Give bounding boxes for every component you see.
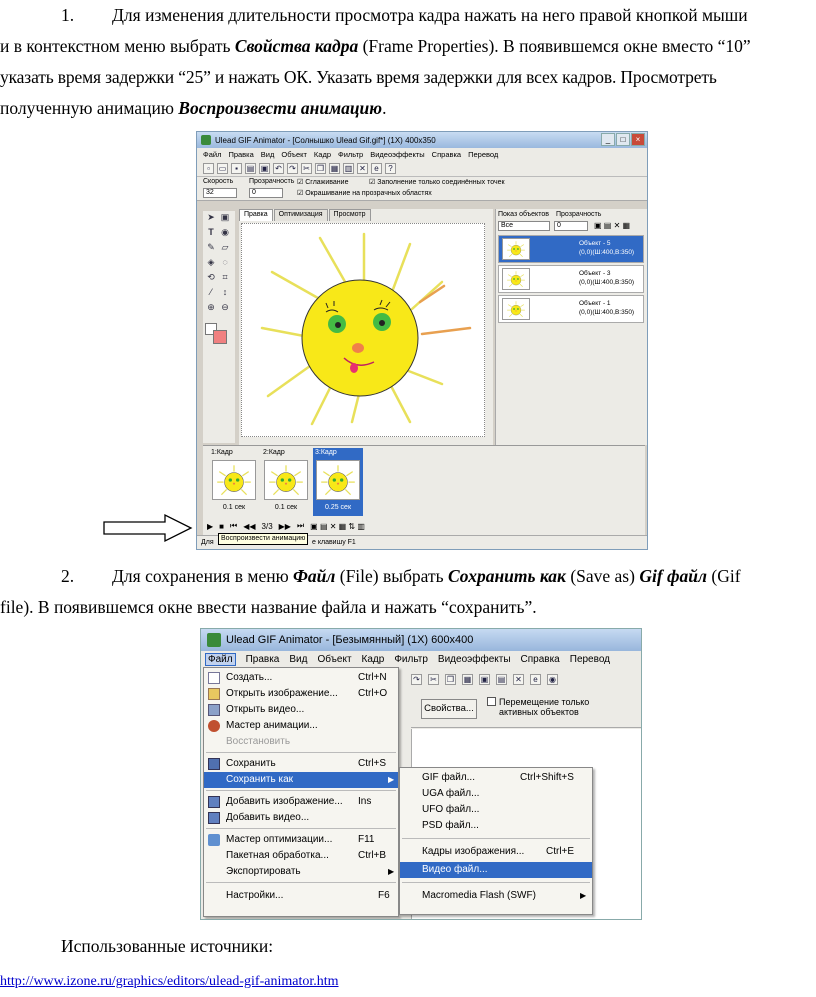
browser-icon[interactable]: ◉ — [547, 674, 558, 685]
source-link[interactable]: http://www.izone.ru/graphics/editors/ulead-gif-animator.htm — [0, 974, 339, 989]
menu-translate[interactable]: Перевод — [468, 150, 499, 159]
paragraph-line: указать время задержки “25” и нажать ОК. Указать время задержки для всех кадров. Просмотреть — [0, 67, 717, 87]
open-icon[interactable]: ▭ — [218, 164, 227, 173]
show-objects-label: Показ объектов — [498, 211, 549, 218]
frame-delay: 0.25 сек — [324, 504, 352, 511]
paragraph-line: Для сохранения в меню Файл (File) выбрать Сохранить как (Save as) Gif файл (Gif — [112, 566, 741, 586]
menu-item-uga-file[interactable]: UGA файл... — [422, 788, 480, 799]
window-titlebar — [197, 132, 647, 148]
copy-icon[interactable]: ❐ — [446, 674, 455, 684]
window-titlebar — [201, 629, 641, 651]
antialias-checkbox[interactable]: ☑ Сглаживание — [297, 179, 349, 186]
object-row[interactable]: Объект - 3 (0,0)(Ш:400,В:350) — [498, 265, 644, 293]
open-folder-icon — [208, 688, 220, 700]
menu-edit[interactable]: Правка — [245, 653, 280, 665]
menu-item-batch[interactable]: Пакетная обработка... Ctrl+B — [226, 850, 387, 861]
menu-object[interactable]: Объект — [317, 653, 352, 665]
redo-icon[interactable]: ↷ — [411, 674, 422, 685]
window-controls — [601, 133, 645, 146]
grid-icon[interactable]: ⌗ — [222, 272, 228, 282]
move-active-checkbox[interactable]: Перемещение только активных объектов — [487, 697, 589, 717]
speed-label: Скорость — [203, 178, 234, 185]
drawing-canvas[interactable] — [241, 223, 485, 437]
paragraph-line: Для изменения длительности просмотра кадра нажать на него правой кнопкой мыши — [112, 5, 748, 25]
transparent-checkbox[interactable]: ☑ Окрашивание на прозрачных областях — [297, 190, 432, 197]
maximize-icon[interactable]: □ — [616, 133, 630, 146]
submenu-arrow-icon: ▶ — [388, 775, 395, 784]
app-icon — [207, 633, 221, 647]
frame-icon[interactable]: ▣ — [480, 674, 489, 684]
menu-filter[interactable]: Фильтр — [394, 653, 428, 665]
menu-item-export[interactable]: Экспортировать ▶ — [204, 864, 398, 880]
playback-bar — [207, 520, 365, 532]
print-icon[interactable]: ▤ — [246, 164, 255, 173]
menu-view[interactable]: Вид — [260, 150, 275, 159]
eyedropper-icon[interactable]: ⁄ — [210, 287, 212, 297]
undo-icon[interactable]: ↶ — [273, 163, 284, 174]
menu-file[interactable]: Файл — [203, 150, 222, 159]
object-thumbnail — [502, 238, 530, 260]
tab-preview[interactable]: Просмотр — [329, 209, 371, 221]
menu-separator — [206, 790, 396, 791]
zoom-in-icon[interactable]: ⊕ — [207, 302, 215, 312]
ie-icon[interactable]: e — [371, 163, 382, 174]
speed-field[interactable]: 32 — [203, 188, 237, 198]
panel-divider — [411, 727, 642, 728]
close-icon[interactable]: × — [631, 133, 645, 146]
menu-item-video-file[interactable]: Видео файл... — [400, 862, 592, 878]
menu-item-open-image[interactable]: Открыть изображение... Ctrl+O — [204, 686, 398, 702]
view-tabs — [239, 209, 372, 221]
frame-icon[interactable]: ▥ — [344, 164, 353, 173]
menu-filter[interactable]: Фильтр — [338, 150, 364, 159]
emphasis-frame-properties: Свойства кадра — [234, 36, 359, 56]
menu-item-add-video[interactable]: Добавить видео... — [204, 810, 398, 826]
menu-view[interactable]: Вид — [289, 653, 308, 665]
checkbox-box — [487, 697, 496, 706]
main-toolbar — [411, 669, 642, 689]
eraser-icon[interactable]: ▱ — [221, 242, 229, 252]
object-thumbnail — [502, 268, 530, 290]
fill-icon[interactable]: ◈ — [207, 257, 215, 267]
frame-image — [316, 460, 360, 500]
properties-bar — [197, 177, 647, 201]
frame-thumbnail[interactable]: 1:Кадр 0.1 сек — [209, 448, 259, 516]
frame-image — [212, 460, 256, 500]
opacity-label: Прозрачность — [249, 178, 295, 185]
window-title: Ulead GIF Animator - [Солнышко Ulead Gif.gif*] (1X) 400x350 — [215, 135, 436, 145]
step-number: 1. — [61, 5, 75, 25]
help-icon[interactable]: ? — [385, 163, 396, 174]
emphasis-play-animation: Воспроизвести анимацию — [178, 98, 383, 118]
paragraph-line: полученную анимацию Воспроизвести анимацию. — [0, 98, 387, 118]
menu-item-save[interactable]: Сохранить Ctrl+S — [204, 756, 398, 772]
zoom-out-icon[interactable]: ⊖ — [221, 302, 229, 312]
wizard-icon — [208, 720, 220, 732]
add-video-icon — [208, 812, 220, 824]
frame-image — [264, 460, 308, 500]
window-title: Ulead GIF Animator - [Безымянный] (1X) 600x400 — [226, 634, 474, 646]
next-frame-icon[interactable]: ▶▶ — [278, 521, 291, 531]
menu-file[interactable]: Файл — [205, 653, 236, 666]
delete-icon[interactable]: ✕ — [513, 674, 524, 685]
frame-delay: 0.1 сек — [274, 504, 298, 511]
ie-icon[interactable]: e — [530, 674, 541, 685]
cut-icon[interactable]: ✂ — [428, 674, 439, 685]
menu-item-optimize-wizard[interactable]: Мастер оптимизации... F11 — [204, 832, 398, 848]
emphasis-save-as: Сохранить как — [448, 566, 566, 586]
menu-help[interactable]: Справка — [431, 150, 462, 159]
add-image-icon[interactable]: ▣ — [260, 164, 269, 173]
ulead-window-screenshot — [196, 131, 648, 550]
menu-item-new[interactable]: Создать... Ctrl+N — [204, 670, 398, 686]
menu-separator — [206, 882, 396, 883]
menu-item-ufo-file[interactable]: UFO файл... — [422, 804, 480, 815]
menu-item-revert[interactable]: Восстановить — [226, 736, 291, 747]
panel-tool-icons[interactable]: ▣ ▤ ✕ ▦ — [594, 221, 631, 230]
emphasis-file: Файл — [293, 566, 336, 586]
tool-palette — [203, 211, 235, 443]
menu-item-add-image[interactable]: Добавить изображение... Ins — [204, 794, 398, 810]
copy-icon[interactable]: ❐ — [316, 164, 325, 173]
status-bar: Для е клавишу F1 — [197, 535, 647, 549]
add-image-icon — [208, 796, 220, 808]
video-icon — [208, 704, 220, 716]
opacity-field[interactable]: 0 — [249, 188, 283, 198]
text-icon[interactable]: T — [208, 227, 214, 237]
save-icon[interactable]: ▪ — [231, 163, 242, 174]
properties-button[interactable]: Свойства... — [421, 699, 477, 719]
menu-video-effects[interactable]: Видеоэффекты — [370, 150, 425, 159]
menu-item-gif-file[interactable]: GIF файл... Ctrl+Shift+S — [422, 772, 574, 783]
objects-panel — [495, 209, 647, 445]
object-row[interactable]: Объект - 5 (0,0)(Ш:400,В:350) — [498, 235, 644, 263]
menu-separator — [206, 752, 396, 753]
frame-counter: 3/3 — [261, 521, 273, 531]
new-file-icon — [208, 672, 220, 684]
optimize-icon — [208, 834, 220, 846]
menu-bar — [197, 148, 647, 161]
transform-icon[interactable]: ⟲ — [207, 272, 215, 282]
paste-icon[interactable]: ▦ — [463, 674, 472, 684]
file-menu-dropdown — [203, 667, 399, 917]
menu-object[interactable]: Объект — [281, 150, 307, 159]
play-icon[interactable]: ▶ — [207, 521, 214, 531]
pointer-icon[interactable]: ➤ — [207, 212, 215, 222]
object-thumbnail — [502, 298, 530, 320]
menu-edit[interactable]: Правка — [228, 150, 254, 159]
menu-frame[interactable]: Кадр — [313, 150, 332, 159]
menu-frame[interactable]: Кадр — [361, 653, 385, 665]
menu-help[interactable]: Справка — [520, 653, 560, 665]
menu-item-open-video[interactable]: Открыть видео... — [204, 702, 398, 718]
step-number: 2. — [61, 566, 75, 586]
objects-opacity-label: Прозрачность — [556, 211, 602, 218]
frame-thumbnail[interactable]: 2:Кадр 0.1 сек — [261, 448, 311, 516]
eye-icon[interactable]: ◉ — [221, 227, 229, 237]
save-icon — [208, 758, 220, 770]
objects-opacity-field[interactable]: 0 — [554, 221, 588, 231]
main-toolbar — [197, 161, 647, 177]
sources-heading: Использованные источники: — [61, 936, 274, 956]
app-icon — [201, 135, 211, 145]
menu-separator — [402, 838, 590, 839]
tab-edit[interactable]: Правка — [239, 209, 273, 221]
paste-icon[interactable]: ▦ — [330, 164, 339, 173]
sun-drawing — [242, 224, 484, 436]
redo-icon[interactable]: ↷ — [287, 163, 298, 174]
tab-optimize[interactable]: Оптимизация — [274, 209, 328, 221]
frame-tools-icons[interactable]: ▣ ▤ ✕ ▦ ⇅ ▥ — [310, 521, 365, 531]
frame-panel — [203, 445, 645, 535]
menu-item-save-as[interactable]: Сохранить как ▶ — [204, 772, 398, 788]
paragraph-line: file). В появившемся окне ввести название файла и нажать “сохранить”. — [0, 597, 537, 617]
frame-props-icon[interactable]: ▤ — [497, 674, 506, 684]
file-menu-screenshot — [200, 628, 642, 920]
menu-item-psd-file[interactable]: PSD файл... — [422, 820, 479, 831]
menu-item-flash-swf[interactable]: Macromedia Flash (SWF) ▶ — [400, 888, 592, 904]
last-frame-icon[interactable]: ⏭ — [296, 521, 305, 530]
prev-frame-icon[interactable]: ◀◀ — [243, 521, 256, 531]
first-frame-icon[interactable]: ⏮ — [230, 521, 238, 530]
submenu-arrow-icon: ▶ — [580, 891, 587, 900]
emphasis-gif-file: Gif файл — [639, 566, 708, 586]
menu-video-effects[interactable]: Видеоэффекты — [437, 653, 511, 665]
play-tooltip: Воспроизвести анимацию — [218, 533, 308, 545]
menu-item-frames-image[interactable]: Кадры изображения... Ctrl+E — [422, 846, 575, 857]
ruler-icon[interactable]: ↕ — [222, 287, 228, 297]
menu-separator — [206, 828, 396, 829]
delete-icon[interactable]: ✕ — [357, 163, 368, 174]
minimize-icon[interactable]: _ — [601, 133, 615, 146]
stop-icon[interactable]: ■ — [219, 521, 224, 531]
submenu-arrow-icon: ▶ — [388, 867, 395, 876]
fill-only-checkbox[interactable]: ☑ Заполнение только соединённых точек — [369, 179, 505, 186]
menu-item-wizard[interactable]: Мастер анимации... — [204, 718, 398, 734]
lasso-icon[interactable]: ◌ — [222, 257, 228, 267]
frame-delay: 0.1 сек — [222, 504, 246, 511]
background-color-swatch[interactable] — [213, 330, 227, 344]
menu-bar — [201, 651, 641, 667]
select-icon[interactable]: ▣ — [220, 212, 230, 222]
canvas-area — [239, 209, 493, 445]
menu-separator — [402, 882, 590, 883]
paragraph-line: и в контекстном меню выбрать Свойства кадра (Frame Properties). В появившемся окне вместо “10” — [0, 36, 751, 56]
menu-translate[interactable]: Перевод — [569, 653, 610, 665]
frame-thumbnail-selected[interactable]: 3:Кадр 0.25 сек — [313, 448, 363, 516]
save-as-submenu — [399, 767, 593, 915]
cut-icon[interactable]: ✂ — [301, 163, 312, 174]
brush-icon[interactable]: ✎ — [207, 242, 215, 252]
objects-filter-select[interactable]: Все — [498, 221, 550, 231]
pointer-arrow-icon — [103, 513, 193, 543]
new-icon[interactable]: ▫ — [203, 163, 214, 174]
object-row[interactable]: Объект - 1 (0,0)(Ш:400,В:350) — [498, 295, 644, 323]
menu-item-settings[interactable]: Настройки... F6 — [226, 890, 390, 901]
